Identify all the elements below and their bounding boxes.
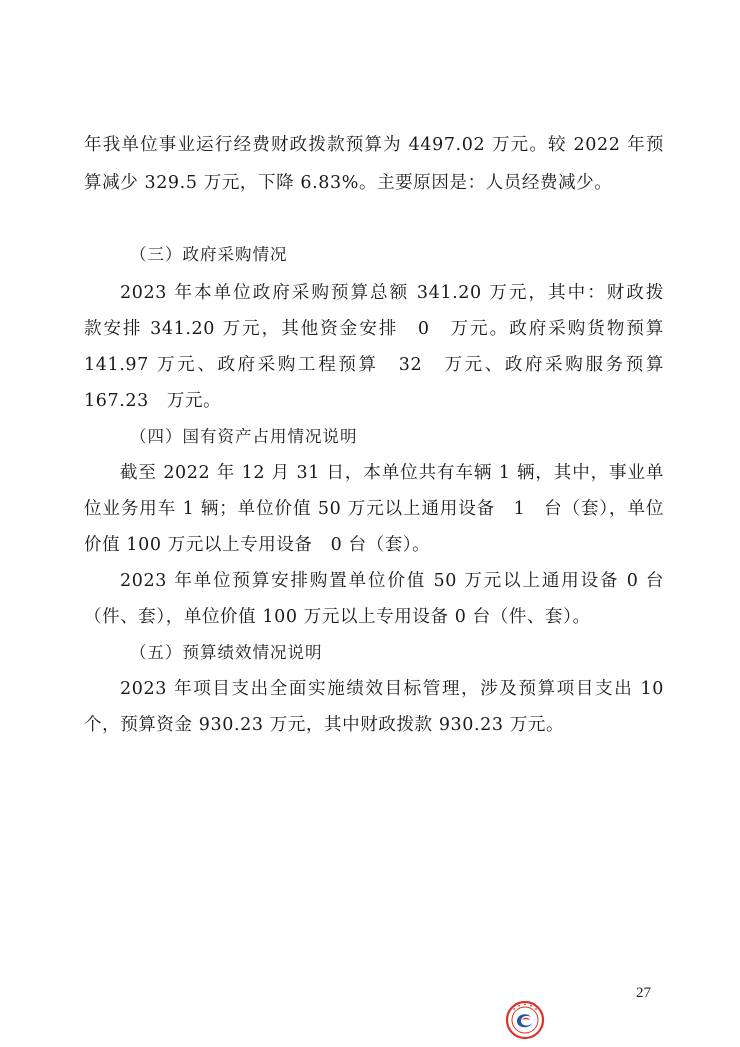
p1-line-1: 年我单位事业运行经费财政拨款预算为 4497.02 万元。较 2022 年预	[84, 135, 664, 155]
p4-line-1: 2023 年单位预算安排购置单位价值 50 万元以上通用设备 0 台	[120, 571, 664, 591]
p2-line-2: 款安排 341.20 万元，其他资金安排 0 万元。政府采购货物预算	[84, 319, 664, 339]
p3-line-3: 价值 100 万元以上专用设备 0 台（套）。	[84, 535, 431, 555]
page-number: 27	[636, 985, 651, 1001]
p2-line-4: 167.23 万元。	[84, 391, 222, 411]
p4-line-2: （件、套），单位价值 100 万元以上专用设备 0 台（件、套）。	[84, 607, 591, 627]
p2-line-3: 141.97 万元、政府采购工程预算 32 万元、政府采购服务预算	[84, 355, 664, 375]
p5-line-2: 个，预算资金 930.23 万元，其中财政拨款 930.23 万元。	[84, 715, 565, 735]
p1-line-2: 算减少 329.5 万元，下降 6.83%。主要原因是：人员经费减少。	[84, 173, 613, 193]
p3-line-2: 位业务用车 1 辆；单位价值 50 万元以上通用设备 1 台（套），单位	[84, 499, 664, 519]
p5-line-1: 2023 年项目支出全面实施绩效目标管理，涉及预算项目支出 10	[120, 679, 664, 699]
section-heading-4: （四）国有资产占用情况说明	[130, 427, 358, 446]
p3-line-1: 截至 2022 年 12 月 31 日，本单位共有车辆 1 辆，其中，事业单	[120, 463, 664, 483]
p2-line-1: 2023 年本单位政府采购预算总额 341.20 万元，其中：财政拨	[120, 283, 664, 303]
section-heading-5: （五）预算绩效情况说明	[130, 643, 323, 662]
section-heading-3: （三）政府采购情况	[130, 245, 288, 264]
seal-stamp-icon	[505, 1000, 545, 1040]
